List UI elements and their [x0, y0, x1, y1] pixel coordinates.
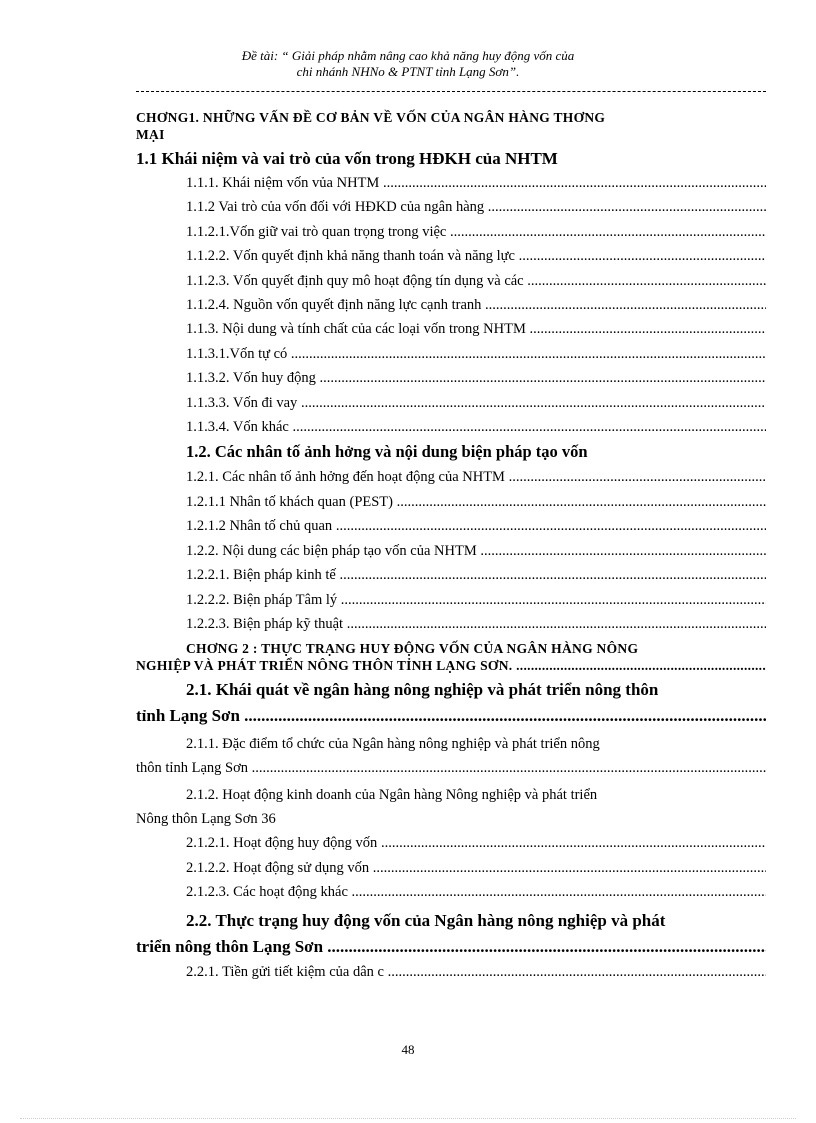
section-2-2-heading: [136, 908, 766, 960]
toc-entry: 1.1.2.3. Vốn quyết định quy mô hoạt động tín dụng và các .....: [136, 269, 766, 293]
toc-entry: 1.2.1.2 Nhân tố chủ quan .....: [136, 514, 766, 538]
toc-entry-2-1-1: [136, 732, 766, 780]
chapter-2-line-2: NGHIỆP VÀ PHÁT TRIỂN NÔNG THÔN TỈNH LẠNG SƠN. .....: [136, 657, 766, 674]
toc-entry: 1.2.2. Nội dung các biện pháp tạo vốn của NHTM .....: [136, 539, 766, 563]
toc-entry: 1.1.2.4. Nguồn vốn quyết định năng lực cạnh tranh .....: [136, 293, 766, 317]
header-line-1: Đề tài: “ Giải pháp nhằm nâng cao khả năng huy động vốn của: [241, 48, 575, 63]
toc-entry: 1.1.3. Nội dung và tính chất của các loại vốn trong NHTM .....: [136, 317, 766, 341]
toc-entry: 1.2.2.1. Biện pháp kinh tế .....: [136, 563, 766, 587]
toc-entry: 2.1.2.3. Các hoạt động khác .....: [136, 880, 766, 904]
toc-entry: 1.2.1. Các nhân tố ảnh hởng đến hoạt động của NHTM .....: [136, 465, 766, 489]
toc-entry: 1.2.2.2. Biện pháp Tâm lý .....: [136, 588, 766, 612]
toc-entry: 1.1.2.2. Vốn quyết định khả năng thanh toán và năng lực .....: [136, 244, 766, 268]
section-1-1-heading: 1.1 Khái niệm và vai trò của vốn trong HĐKH của NHTM: [136, 149, 558, 168]
entry-2-1-2-line-1: 2.1.2. Hoạt động kinh doanh của Ngân hàng Nông nghiệp và phát triển: [186, 787, 598, 804]
page-number: 48: [401, 1042, 415, 1057]
chapter-1-line-2: MẠI: [136, 127, 165, 142]
section-2-1-heading: [136, 677, 766, 729]
section-2-1-line-2: tỉnh Lạng Sơn .....: [136, 703, 766, 729]
toc-entry: 2.1.2.2. Hoạt động sử dụng vốn .....: [136, 856, 766, 880]
chapter-1-line-1: CHƠNG1. NHỮNG VẤN ĐỀ CƠ BẢN VỀ VỐN CỦA NGÂN HÀNG THƠNG: [136, 110, 606, 125]
chapter-2-heading: [136, 640, 766, 674]
section-2-1-line-1: 2.1. Khái quát về ngân hàng nông nghiệp và phát triển nông thôn: [186, 680, 659, 700]
toc-entry: 1.2.1.1 Nhân tố khách quan (PEST) .....: [136, 490, 766, 514]
page-bottom-border: [20, 1118, 796, 1119]
toc-entry: 1.2.2.3. Biện pháp kỹ thuật .....: [136, 612, 766, 636]
toc-entry: 1.1.3.2. Vốn huy động .....: [136, 366, 766, 390]
toc-entry: 1.1.3.4. Vốn khác .....: [136, 415, 766, 439]
chapter-2-line-1: CHƠNG 2 : THỰC TRẠNG HUY ĐỘNG VỐN CỦA NGÂN HÀNG NÔNG: [186, 641, 639, 657]
section-2-2-line-1: 2.2. Thực trạng huy động vốn của Ngân hàng nông nghiệp và phát: [186, 910, 666, 930]
entry-2-1-1-line-1: 2.1.1. Đặc điểm tổ chức của Ngân hàng nông nghiệp và phát triển nông: [186, 736, 600, 753]
entry-2-1-1-line-2: thôn tỉnh Lạng Sơn .....: [136, 756, 766, 780]
chapter-1-heading: [136, 109, 766, 143]
header-line-2: chi nhánh NHNo & PTNT tỉnh Lạng Sơn”.: [296, 64, 520, 79]
toc-entry-2-1-2: [136, 783, 766, 831]
toc-entry: 2.2.1. Tiền gửi tiết kiệm của dân c .....: [136, 960, 766, 984]
toc-entry: 1.1.3.3. Vốn đi vay .....: [136, 391, 766, 415]
header-divider: [136, 91, 766, 92]
table-of-contents: [136, 106, 766, 984]
entry-2-1-2-line-2: Nông thôn Lạng Sơn 36: [136, 811, 276, 828]
document-header: [0, 48, 816, 80]
toc-entry: 1.1.2.1.Vốn giữ vai trò quan trọng trong việc .....: [136, 220, 766, 244]
section-2-2-line-2: triển nông thôn Lạng Sơn .....: [136, 934, 766, 960]
toc-entry: 1.1.1. Khái niệm vốn vủa NHTM .....: [136, 171, 766, 195]
toc-entry: 2.1.2.1. Hoạt động huy động vốn .....: [136, 831, 766, 855]
toc-entry: 1.1.2 Vai trò của vốn đối với HĐKD của ngân hàng .....: [136, 195, 766, 219]
section-1-2-heading: 1.2. Các nhân tố ảnh hởng và nội dung biện pháp tạo vốn: [186, 442, 588, 462]
toc-entry: 1.1.3.1.Vốn tự có .....: [136, 342, 766, 366]
